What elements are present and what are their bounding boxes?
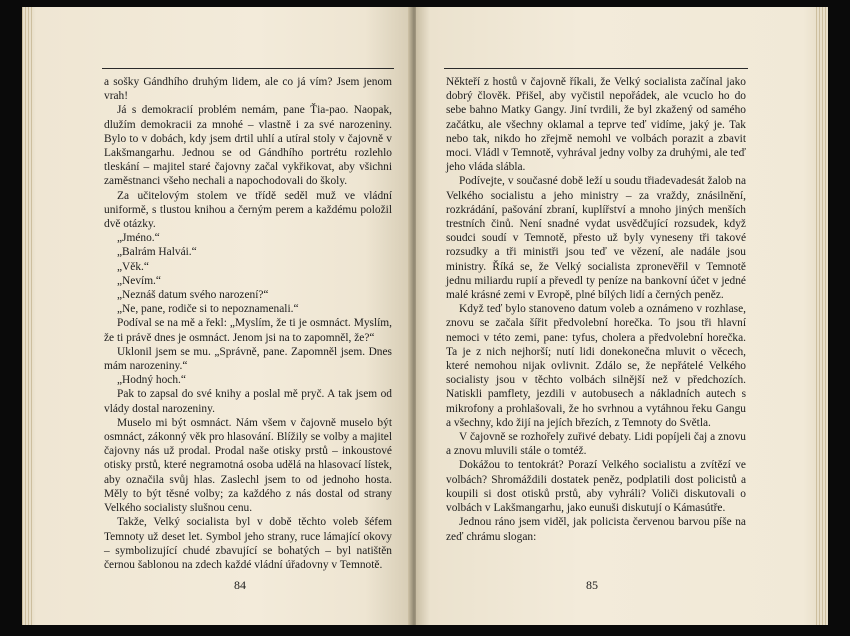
right-header-rule <box>444 68 748 69</box>
paragraph: Podíval se na mě a řekl: „Myslím, že ti je osmnáct. Myslím, že ti právě dnes je osmnáct. Jenom jsi na to zapomněl, že?“ <box>104 317 392 344</box>
paragraph: Za učitelovým stolem ve třídě seděl muž ve vládní uniformě, s tlustou knihou a černým perem a každému položil dvě otázky. <box>104 189 392 231</box>
left-page-text <box>104 75 392 572</box>
open-book <box>22 7 828 625</box>
paragraph: Dokážou to tentokrát? Porazí Velkého socialistu a zvítězí ve volbách? Shromáždili dostatek peněz, podplatili dost policistů a koupili si dost otisků prstů, aby vyhráli? Voliči diskutovali o volbách v Lakšmangarhu, jako eunuši diskutují o Kámasútře. <box>446 459 746 515</box>
left-page-number: 84 <box>234 578 246 592</box>
left-page <box>22 7 412 625</box>
right-page <box>416 7 828 625</box>
paragraph: Když teď bylo stanoveno datum voleb a oznámeno v rozhlase, znovu se začala šířit předvolební horečka. To jsou tři hlavní nemoci v této zemi, pane: tyfus, cholera a předvolební horečka. Ta je z nich nejhorší; nutí lidi donekonečna mluvit o věcech, které nemohou nijak ovlivnit. Zdálo se, že nepřátelé Velkého socialisty jsou v těchto volbách silnější než v předchozích. Natiskli pamflety, jezdili v autobusech a nákladních autech s mikrofony a prohlašovali, že ho svrhnou a vytáhnou řeku Gangu a všechny, kdo žijí na jejích březích, z Temnoty do Světla. <box>446 303 746 429</box>
paragraph: „Nevím.“ <box>117 274 161 287</box>
paragraph: V čajovně se rozhořely zuřivé debaty. Lidi popíjeli čaj a znovu a znovu mluvili stále o tomtéž. <box>446 431 746 458</box>
paragraph: Já s demokracií problém nemám, pane Ťia-pao. Naopak, dlužím demokracii za mnohé – vlastně i za své narozeniny. Bylo to v dobách, kdy jsem drtil uhlí a utíral stoly v čajovně v Lakšmangarhu. Jednou se od Gándhího portrétu rozlehlo tleskání – majitel staré čajovny začal vykřikovat, aby všichni zaměstnanci všeho nechali a napochodovali do školy. <box>104 104 392 188</box>
paragraph: „Neznáš datum svého narození?“ <box>117 289 269 302</box>
paragraph: „Balrám Halvái.“ <box>117 246 197 259</box>
left-header-rule <box>102 68 394 69</box>
paragraph: Uklonil jsem se mu. „Správně, pane. Zapomněl jsem. Dnes mám narozeniny.“ <box>104 345 392 373</box>
paragraph: „Ne, pane, rodiče si to nepoznamenali.“ <box>117 303 299 316</box>
paragraph: „Hodný hoch.“ <box>117 374 186 387</box>
paragraph: „Jméno.“ <box>117 232 160 245</box>
paragraph: Muselo mi být osmnáct. Nám všem v čajovně muselo být osmnáct, zákonný věk pro hlasování. Blížily se volby a majitel čajovny nás už prodal. Prodal naše otisky prstů – inkoustové otisky prstů, které negramotná osoba udělá na hlasovací lístek, aby označila svůj hlas. Zaslechl jsem to od jednoho hosta. Měly to být těsné volby; za každého z nás dostal od strany Velkého socialisty slušnou cenu. <box>104 416 392 515</box>
paragraph: Pak to zapsal do své knihy a poslal mě pryč. A tak jsem od vlády dostal narozeniny. <box>104 388 392 415</box>
right-page-text <box>446 75 746 544</box>
paragraph: Podívejte, v současné době leží u soudu třiadevadesát žalob na Velkého socialistu a jeho ministry – za vraždy, znásilnění, rozkrádání, pašování zbraní, kuplířství a mnoho jiných menších trestních činů. Není snadné vydat usvědčující rozsudek, když soudci soudí v Temnotě, přesto už byly vyneseny tři takové rozsudky a tři ministři jsou teď ve vězení, ale nadále jsou ministry. Říká se, že Velký socialista zpronevěřil v Temnotě jednu miliardu rupií a převedl ty peníze na bankovní účet v jedné malé krásné zemi v Evropě, plné bílých lidí a černých peněz. <box>446 175 746 302</box>
right-page-edge <box>816 7 828 625</box>
paragraph: „Věk.“ <box>117 260 149 273</box>
paragraph: Někteří z hostů v čajovně říkali, že Velký socialista začínal jako dobrý člověk. Přišel, aby vyčistil nepořádek, ale vcuclo ho do sebe bahno Matky Gangy. Jiní tvrdili, že byl zkažený od samého začátku, ale všechny oklamal a teprve teď vidíme, jaký je. Tak nebo tak, nikdo ho zřejmě nemohl ve volbách porazit a zbavit moci. Vládl v Temnotě, vyhrával jedny volby za druhými, ale teď jeho vláda slábla. <box>446 76 746 174</box>
paragraph: Jednou ráno jsem viděl, jak policista červenou barvou píše na zeď chrámu slogan: <box>446 516 746 543</box>
paragraph: Takže, Velký socialista byl v době těchto voleb šéfem Temnoty už deset let. Symbol jeho strany, ruce lámající okovy – symbolizující chudé zbavující se bohatých – byl natištěn černou šablonou na zdech každé vládní úřadovny v Temnotě. <box>104 516 392 571</box>
paragraph: a sošky Gándhího druhým lidem, ale co já vím? Jsem jenom vrah! <box>104 76 392 103</box>
right-page-number: 85 <box>586 578 598 592</box>
left-page-edge <box>22 7 32 625</box>
